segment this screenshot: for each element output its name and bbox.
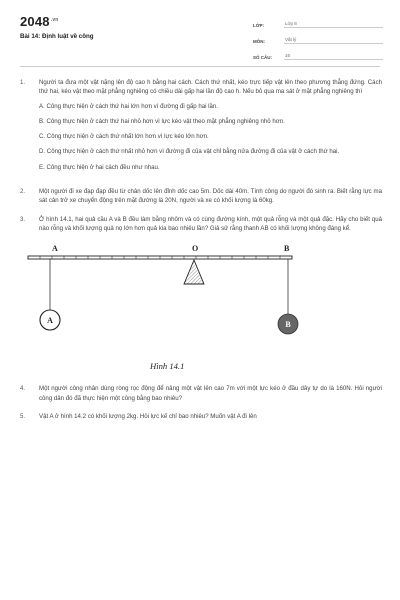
ball-b xyxy=(278,314,298,334)
question-body xyxy=(39,187,382,206)
site-logo[interactable] xyxy=(20,14,59,29)
ball-b-label: B xyxy=(285,320,291,330)
logo-text: 2048 xyxy=(20,14,50,29)
question-body xyxy=(39,384,382,403)
lever-label-b: B xyxy=(284,244,290,254)
option-c[interactable]: C. Công thực hiện ở cách thứ nhất lớn hơn vì lực kéo lớn hơn. xyxy=(39,133,209,141)
ball-a xyxy=(40,310,60,330)
question-body xyxy=(39,412,382,421)
question-1 xyxy=(20,78,382,178)
meta-row-class xyxy=(253,16,383,28)
page-header xyxy=(0,0,400,62)
meta-value: Lớp 8 xyxy=(284,21,383,28)
meta-label: SỐ CÂU: xyxy=(253,55,272,60)
question-text: Người ta đưa một vật nặng lên độ cao h bằng hai cách. Cách thứ nhất, kéo trực tiếp vật lên theo phương thẳng đứng. Cách thứ hai, kéo vật theo mặt phẳng nghiêng có chiều dài gấp hai lần độ cao h. Nếu bỏ qua ma sát ở mặt phẳng nghiêng thì xyxy=(39,79,382,96)
question-body xyxy=(39,215,382,234)
option-list xyxy=(39,102,382,172)
meta-value: Vật lý xyxy=(284,37,383,44)
meta-row-subject xyxy=(253,32,383,44)
lever-label-o: O xyxy=(192,244,199,254)
meta-label: MÔN: xyxy=(253,39,265,44)
header-divider xyxy=(20,66,380,67)
question-number: 4. xyxy=(20,385,26,393)
lever-diagram xyxy=(20,242,382,360)
question-list xyxy=(20,78,382,430)
question-text: Vật A ở hình 14.2 có khối lượng 2kg. Hỏi lực kế chỉ bao nhiêu? Muốn vật A đi lên xyxy=(39,412,257,420)
meta-row-count xyxy=(253,48,383,60)
pivot-triangle xyxy=(184,260,204,284)
meta-info xyxy=(253,16,383,64)
question-text: Một người công nhân dùng ròng rọc động để nâng một vật lên cao 7m với một lực kéo ở đầu dây tự do là 160N. Hỏi người công dân đó đã thực hiện một công bằng bao nhiêu? xyxy=(39,385,382,402)
figure-14-1 xyxy=(20,242,382,382)
question-number: 3. xyxy=(20,215,26,223)
question-number: 5. xyxy=(20,412,26,420)
question-text: Một người đi xe đạp đạp đều từ chân dốc lên đỉnh dốc cao 5m. Dốc dài 40m. Tính công do người đó sinh ra. Biết rằng lực ma sát cản trở xe chuyển động trên mặt đường là 20N, người và xe có khối lượng là 60kg. xyxy=(39,188,382,205)
question-3 xyxy=(20,215,382,234)
option-a[interactable]: A. Công thực hiện ở cách thứ hai lớn hơn vì đường đi gấp hai lần. xyxy=(39,102,218,110)
option-e[interactable]: E. Công thực hiện ở hai cách đều như nhau. xyxy=(39,163,160,171)
question-text: Ở hình 14.1, hai quả cầu A và B đều làm bằng nhôm và có cùng đường kính, một quả rỗng và một quả đặc. Hãy cho biết quả nào rỗng và khối lượng quả nọ lớn hơn quả kia bao nhiêu lần? Giả sử rằng thanh AB có khối lượng không đáng kể. xyxy=(39,215,382,232)
figure-caption: Hình 14.1 xyxy=(150,361,185,372)
question-2 xyxy=(20,187,382,206)
question-5 xyxy=(20,412,382,421)
question-body xyxy=(39,78,382,178)
question-number: 1. xyxy=(20,79,26,86)
option-b[interactable]: B. Công thực hiện ở cách thứ hai nhỏ hơn vì lực kéo vật theo mặt phẳng nghiêng nhỏ hơn. xyxy=(39,117,285,125)
document-title: Bài 14: Định luật về công xyxy=(20,33,94,40)
lever-ticks xyxy=(40,256,280,259)
meta-value: 16 xyxy=(284,53,383,60)
option-d[interactable]: D. Công thực hiện ở cách thứ nhất nhỏ hơn vì đường đi của vật chỉ bằng nửa đường đi của vật ở cách thứ hai. xyxy=(39,148,340,156)
question-4 xyxy=(20,384,382,403)
lever-label-a: A xyxy=(52,244,58,254)
logo-suffix: .vn xyxy=(50,16,59,23)
ball-a-label: A xyxy=(47,316,53,326)
meta-label: LỚP: xyxy=(253,23,265,28)
question-number: 2. xyxy=(20,188,26,196)
